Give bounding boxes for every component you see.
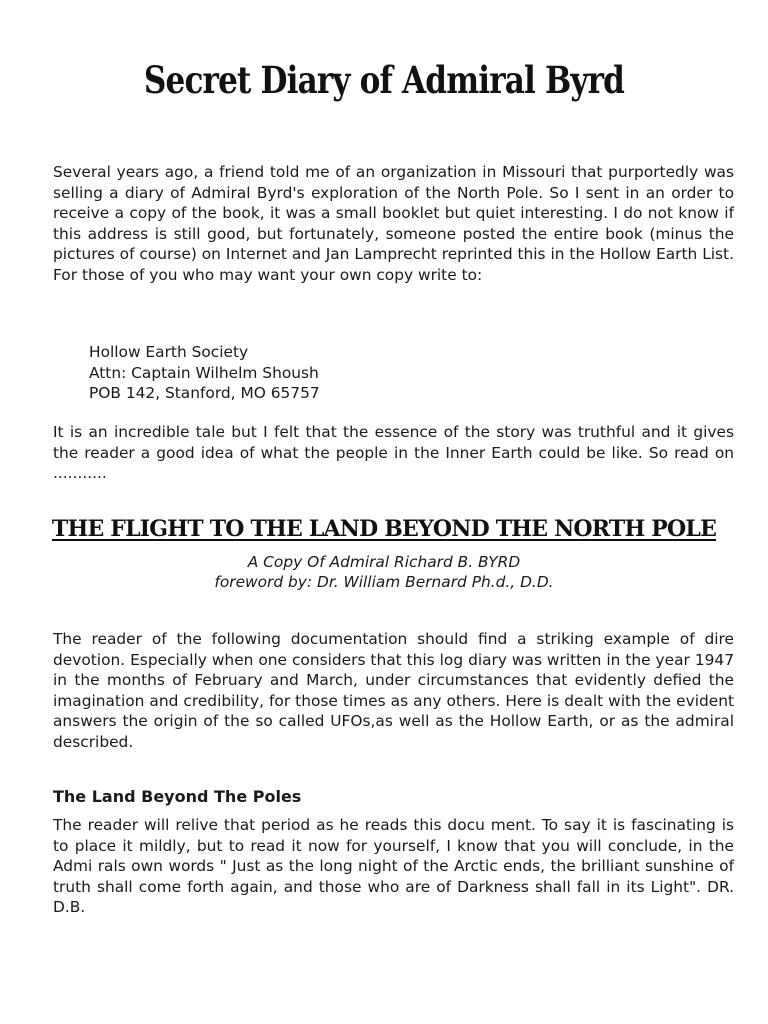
byline-foreword: foreword by: Dr. William Bernard Ph.d., D.D. bbox=[214, 573, 554, 591]
section-title: THE FLIGHT TO THE LAND BEYOND THE NORTH POLE bbox=[51, 516, 717, 542]
intro-paragraph: Several years ago, a friend told me of an organization in Missouri that purportedly was selling a diary of Admiral Byrd's exploration of the North Pole. So I sent in an order to receive a copy of the book, it was a small booklet but quiet interesting. I do not know if this address is still good, but fortunately, someone posted the entire book (minus the pictures of course) on Internet and Jan Lamprecht reprinted this in the Hollow Earth List. For those of you who may want your own copy write to: bbox=[53, 163, 734, 284]
final-paragraph: The reader will relive that period as he reads this docu ment. To say it is fascinating is to place it mildly, but to read it now for yourself, I know that you will conclude, in the Admi rals own words " Just as the long night of the Arctic ends, the brilliant sunshine of truth shall come forth again, and those who are of Darkness shall fall in its Light". DR. D.B. bbox=[53, 816, 734, 916]
second-paragraph: It is an incredible tale but I felt that the essence of the story was truthful and it gives the reader a good idea of what the people in the Inner Earth could be like. So read on ........... bbox=[53, 423, 734, 482]
address-line-1: Hollow Earth Society bbox=[89, 343, 249, 361]
address-line-3: POB 142, Stanford, MO 65757 bbox=[89, 384, 320, 402]
foreword-paragraph: The reader of the following documentation should find a striking example of dire devotion. Especially when one considers that this log diary was written in the year 1947 in the months of February and March, under circumstances that evidently defied the imagination and credibility, for those times as any others. Here is dealt with the evident answers the origin of the so called UFOs,as well as the Hollow Earth, or as the admiral described. bbox=[53, 630, 734, 751]
document-title: Secret Diary of Admiral Byrd bbox=[143, 58, 625, 102]
address-block bbox=[89, 342, 320, 404]
byline-author: A Copy Of Admiral Richard B. BYRD bbox=[247, 553, 521, 571]
subheading: The Land Beyond The Poles bbox=[53, 787, 302, 806]
address-line-2: Attn: Captain Wilhelm Shoush bbox=[89, 363, 319, 382]
